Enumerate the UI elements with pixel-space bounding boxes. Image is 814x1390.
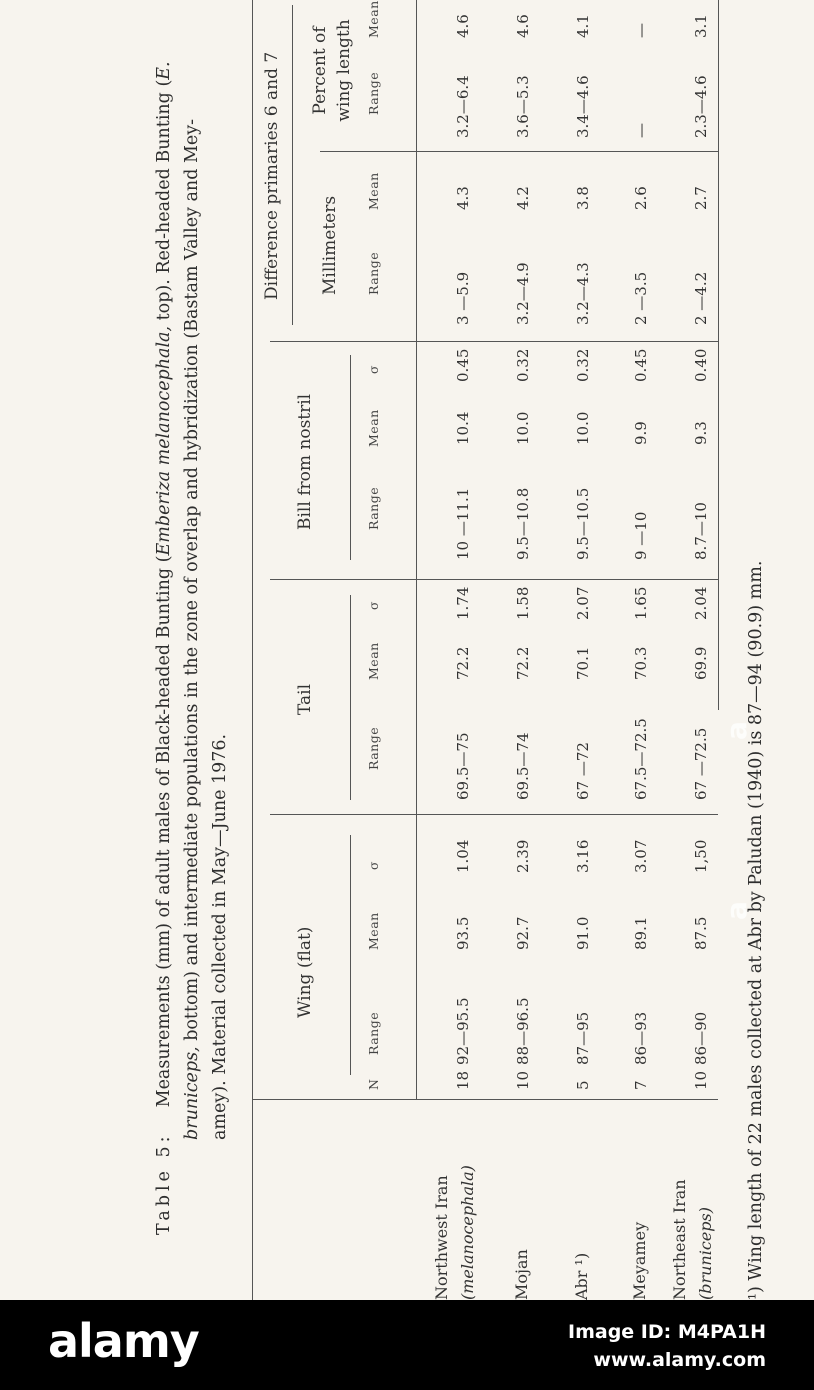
cell-mm-mean: 2.6 [632,186,650,210]
cell-mm-mean: 4.2 [514,186,532,210]
cell-bill-sigma: 0.45 [454,348,472,382]
cell-tail-sigma: 1.74 [454,586,472,620]
cell-bill-range: 9 —10 [632,511,650,560]
watermark-faint-2: a [720,721,753,740]
row-label: Abr ¹) [572,1252,591,1300]
cell-wing-sigma: 3.16 [574,839,592,873]
cell-tail-range: 67 —72 [574,742,592,800]
cell-tail-mean: 69.9 [692,646,710,680]
cell-bill-sigma: 0.45 [632,348,650,382]
cell-pct-mean: 3.1 [692,14,710,38]
table-top-rule [252,0,253,1300]
caption-species-2: bruniceps, [182,1046,202,1140]
cell-wing-sigma: 2.39 [514,839,532,873]
cell-bill-range: 10 —11.1 [454,487,472,560]
cell-mm-range: 2 —4.2 [692,271,710,325]
cell-bill-sigma: 0.32 [514,348,532,382]
cell-n: 18 [454,1070,472,1090]
header-bottom-rule [416,0,417,1100]
subheader-wing-range: Range [366,1011,381,1055]
row-label: Northeast Iran [670,1179,689,1300]
cell-wing-sigma: 3.07 [632,839,650,873]
cell-pct-range: 3.2—6.4 [454,75,472,138]
cell-bill-range: 8.7—10 [692,502,710,560]
row-sublabel: (bruniceps) [696,1207,715,1300]
cell-n: 7 [632,1080,650,1090]
table-bottom-rule [718,0,719,710]
cell-wing-range: 86—90 [692,1011,710,1065]
wing-tail-divider [270,814,718,815]
cell-bill-mean: 10.0 [574,411,592,445]
cell-mm-range: 3.2—4.3 [574,262,592,325]
cell-tail-range: 67.5—72.5 [632,718,650,800]
row-sublabel: (melanocephala) [458,1165,477,1300]
cell-wing-mean: 87.5 [692,916,710,950]
wing-underline [350,835,351,1075]
header-tail: Tail [295,683,315,715]
cell-tail-range: 69.5—75 [454,732,472,800]
subheader-wing-sigma: σ [366,860,381,870]
cell-tail-sigma: 1.58 [514,586,532,620]
cell-bill-range: 9.5—10.8 [514,487,532,560]
cell-bill-sigma: 0.32 [574,348,592,382]
subheader-tail-mean: Mean [366,642,381,680]
image-id: Image ID: M4PA1H [568,1321,766,1343]
header-difference: Difference primaries 6 and 7 [262,51,282,300]
watermark-faint-1: a [720,901,753,920]
caption-text-1b: top). Red-headed Bunting ( [154,79,174,326]
cell-mm-mean: 2.7 [692,186,710,210]
cell-wing-range: 86—93 [632,1011,650,1065]
caption-species-1: Emberiza melanocephala, [154,325,174,556]
caption-text-2: bottom) and intermediate populations in the zone of overlap and hybridization (Bastam Valley and Mey- [182,118,202,1047]
cell-tail-sigma: 2.04 [692,586,710,620]
tail-bill-divider [270,579,718,580]
cell-wing-range: 88—96.5 [514,997,532,1065]
cell-wing-mean: 93.5 [454,916,472,950]
cell-tail-range: 67 —72.5 [692,727,710,800]
subheader-mm-mean: Mean [366,172,381,210]
cell-tail-mean: 70.1 [574,646,592,680]
cell-pct-range: 2.3—4.6 [692,75,710,138]
cell-pct-mean: — [632,23,650,38]
header-millimeters: Millimeters [320,195,340,295]
cell-mm-mean: 4.3 [454,186,472,210]
caption-line-3 [206,734,234,1140]
watermark-footer [0,1300,814,1390]
cell-pct-mean: 4.1 [574,14,592,38]
caption-text-3: amey). Material collected in May—June 1976. [210,733,230,1140]
bill-underline [350,355,351,560]
cell-tail-range: 69.5—74 [514,732,532,800]
subheader-tail-range: Range [366,726,381,770]
header-bill: Bill from nostril [295,393,315,530]
cell-wing-mean: 91.0 [574,916,592,950]
subheader-wing-mean: Mean [366,912,381,950]
image-id-block [568,1318,766,1374]
cell-pct-range: 3.4—4.6 [574,75,592,138]
caption-text-1: Measurements (mm) of adult males of Black-headed Bunting ( [154,555,174,1108]
tail-underline [350,595,351,800]
cell-bill-range: 9.5—10.5 [574,487,592,560]
caption-line-2 [178,119,206,1140]
cell-tail-mean: 70.3 [632,646,650,680]
header-percent: Percent of wing length [310,19,354,122]
footnote: ¹) Wing length of 22 males collected at Abr by Paludan (1940) is 87—94 (90.9) mm. [746,560,766,1300]
subheader-n: N [366,1078,381,1090]
cell-n: 10 [692,1070,710,1090]
row-label: Northwest Iran [432,1175,451,1300]
cell-tail-sigma: 1.65 [632,586,650,620]
subheader-bill-sigma: σ [366,364,381,374]
cell-mm-range: 3.2—4.9 [514,262,532,325]
cell-n: 10 [514,1070,532,1090]
subheader-pct-mean: Mean [366,0,381,38]
cell-wing-range: 87—95 [574,1011,592,1065]
cell-bill-mean: 10.4 [454,411,472,445]
cell-mm-range: 3 —5.9 [454,271,472,325]
cell-pct-mean: 4.6 [514,14,532,38]
row-label: Mojan [512,1249,531,1300]
caption-line-1 [150,61,178,1235]
cell-tail-mean: 72.2 [454,646,472,680]
cell-bill-mean: 9.9 [632,421,650,445]
cell-wing-sigma: 1,50 [692,839,710,873]
caption-abbrev: E. [154,61,174,80]
bill-diff-divider [270,341,718,342]
cell-mm-range: 2 —3.5 [632,271,650,325]
cell-wing-mean: 92.7 [514,916,532,950]
subheader-mm-range: Range [366,251,381,295]
cell-wing-sigma: 1.04 [454,839,472,873]
cell-wing-mean: 89.1 [632,916,650,950]
header-wing: Wing (flat) [295,926,315,1018]
subheader-tail-sigma: σ [366,600,381,610]
cell-n: 5 [574,1080,592,1090]
label-column-divider [252,1099,718,1100]
cell-pct-mean: 4.6 [454,14,472,38]
alamy-logo: alamy [48,1314,199,1368]
row-label: Meyamey [630,1221,649,1300]
cell-mm-mean: 3.8 [574,186,592,210]
table-label: Table 5: [154,1132,174,1235]
cell-tail-sigma: 2.07 [574,586,592,620]
cell-bill-mean: 10.0 [514,411,532,445]
cell-tail-mean: 72.2 [514,646,532,680]
subheader-bill-mean: Mean [366,409,381,447]
subheader-pct-range: Range [366,71,381,115]
difference-underline [292,5,293,325]
cell-bill-sigma: 0.40 [692,348,710,382]
cell-bill-mean: 9.3 [692,421,710,445]
cell-pct-range: 3.6—5.3 [514,75,532,138]
mm-percent-divider [320,151,718,152]
cell-wing-range: 92—95.5 [454,997,472,1065]
subheader-bill-range: Range [366,486,381,530]
alamy-url: www.alamy.com [593,1349,766,1371]
cell-pct-range: — [632,123,650,138]
